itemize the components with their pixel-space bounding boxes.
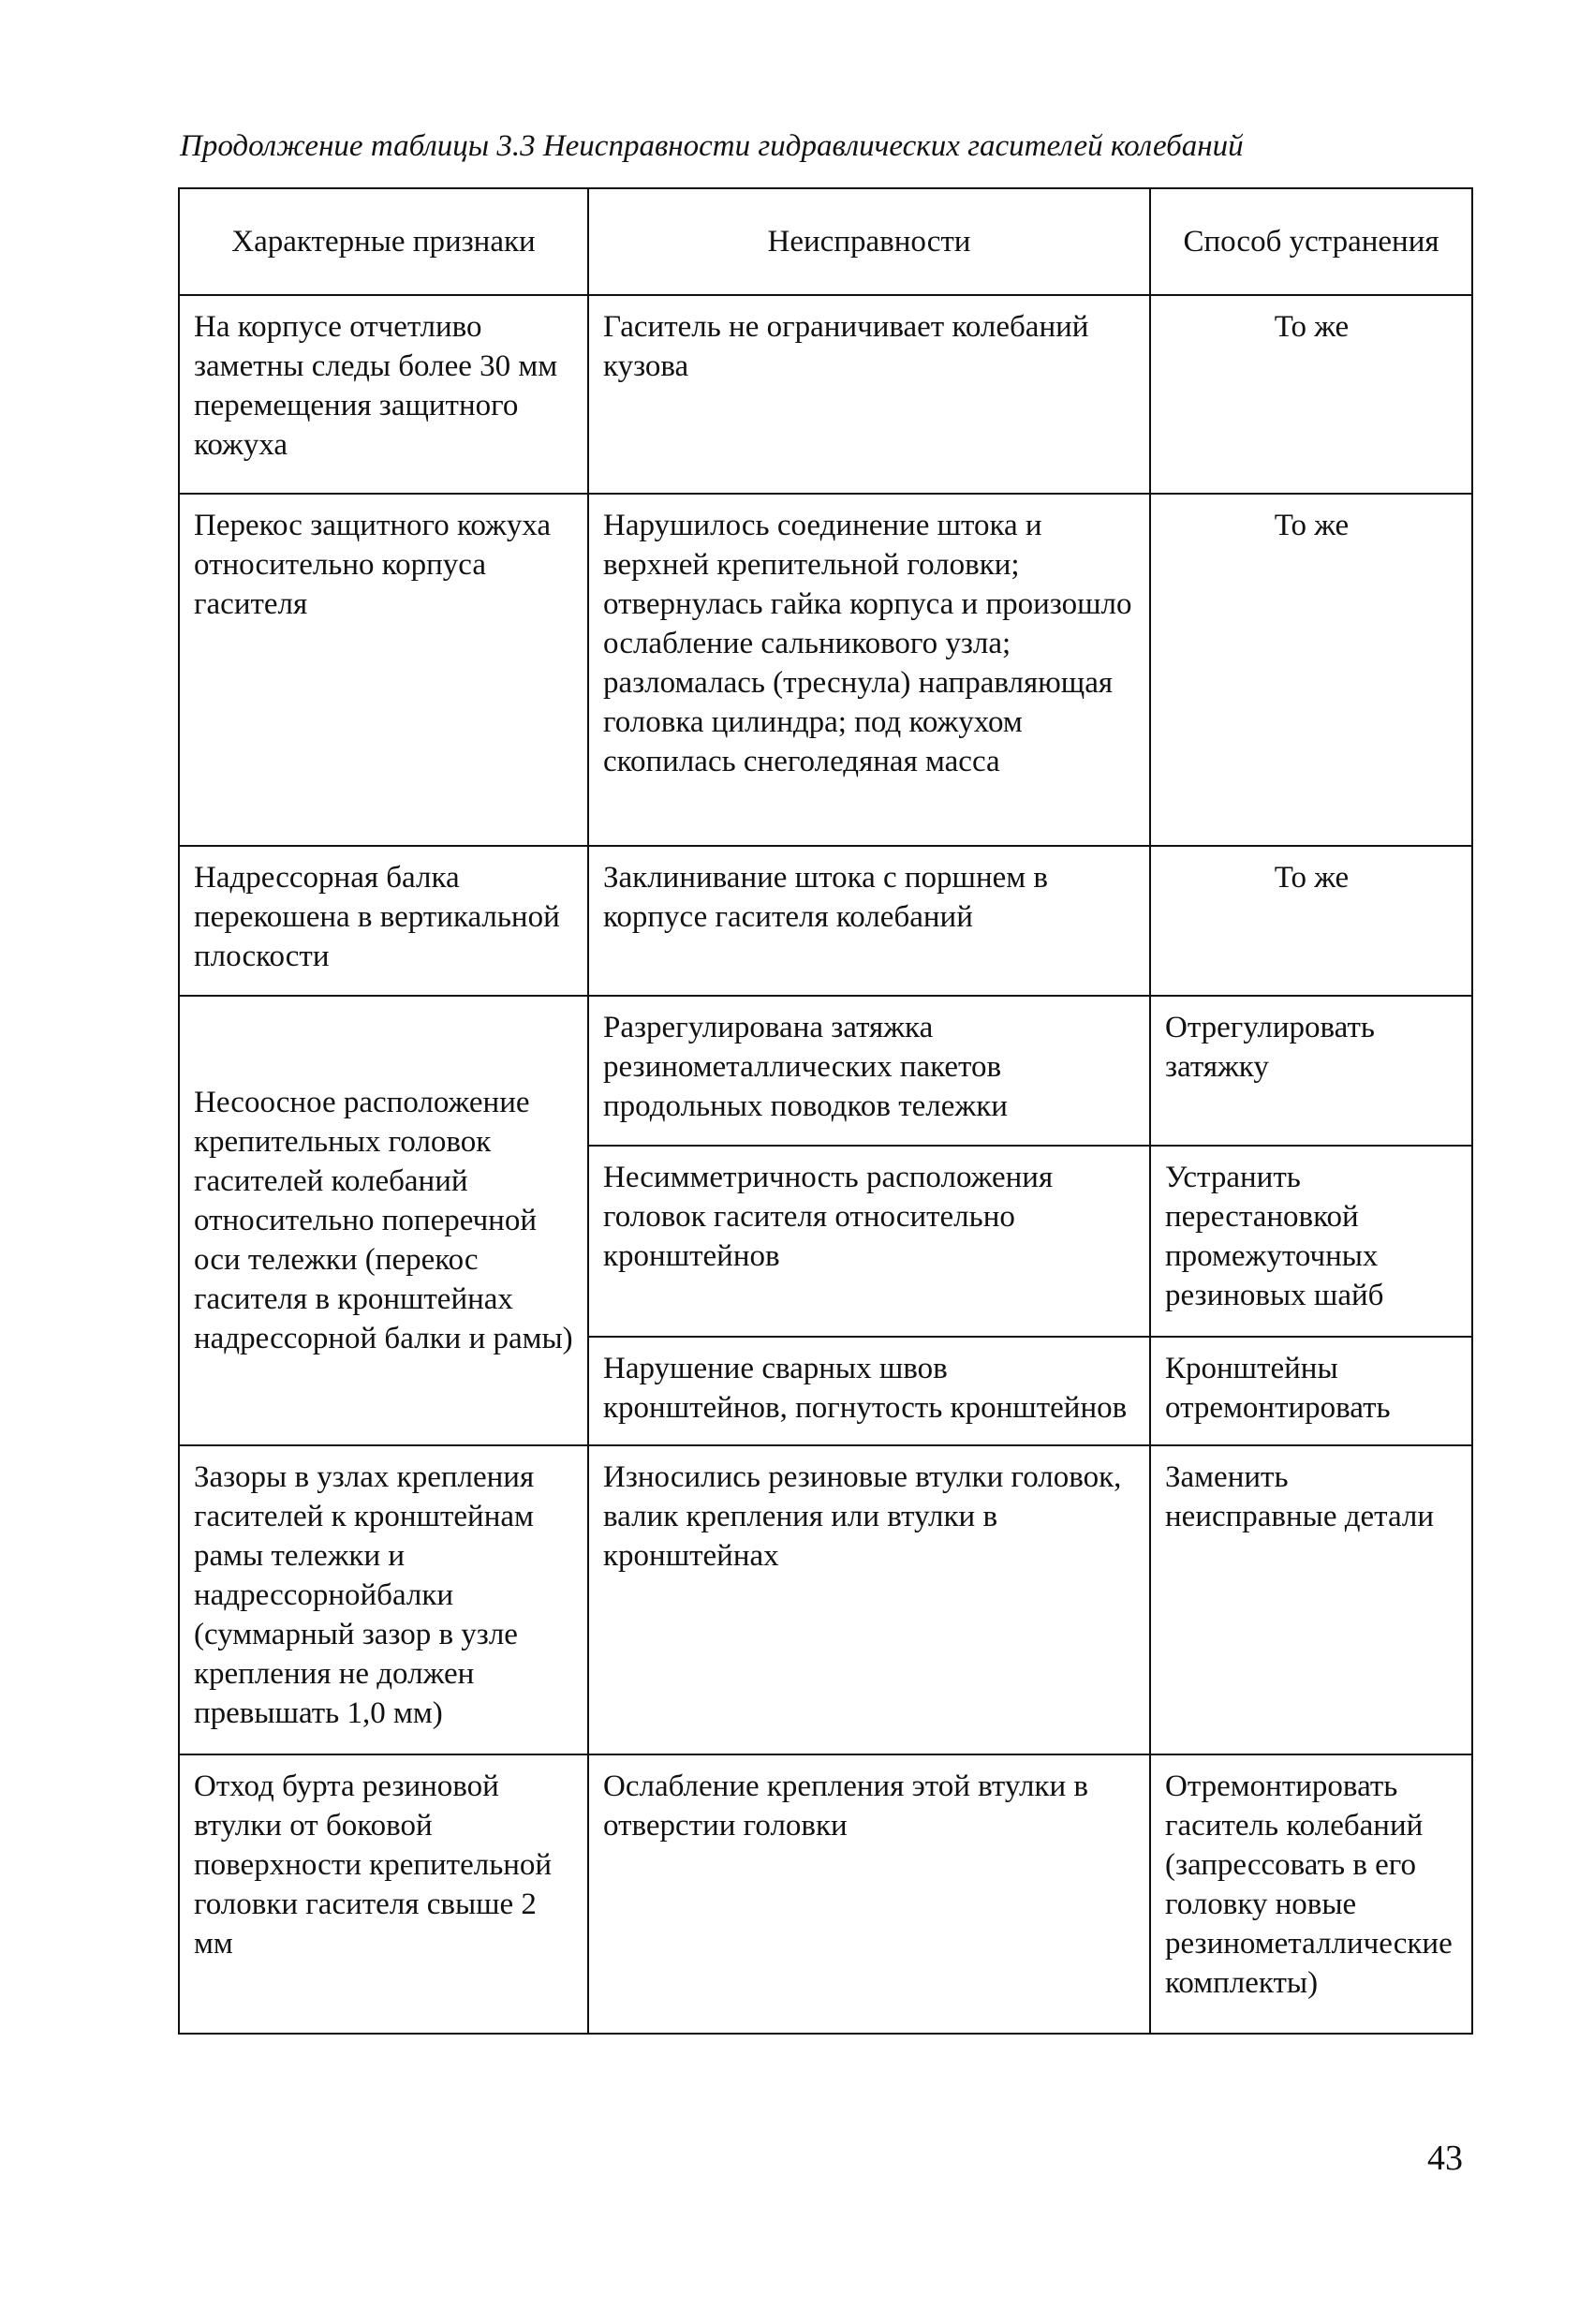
table-row: [179, 846, 1472, 996]
cell-sign: Несоосное расположение крепительных головок гасителей колебаний относительно поперечной оси тележки (перекос гасителя в кронштейнах надрессорной балки и рамы): [179, 996, 588, 1445]
table-row: [179, 295, 1472, 494]
cell-remedy: То же: [1150, 494, 1472, 846]
table-row: [179, 996, 1472, 1146]
cell-remedy: То же: [1150, 295, 1472, 494]
cell-remedy: Заменить неисправные детали: [1150, 1445, 1472, 1754]
cell-remedy: Отремонтировать гаситель колебаний (запрессовать в его головку новые резинометаллические комплекты): [1150, 1754, 1472, 2034]
cell-fault: Несимметричность расположения головок гасителя относительно кронштейнов: [588, 1146, 1150, 1337]
header-remedy: Способ устранения: [1150, 188, 1472, 295]
cell-fault: Разрегулирована затяжка резинометаллических пакетов продольных поводков тележки: [588, 996, 1150, 1146]
cell-sign: Перекос защитного кожуха относительно корпуса гасителя: [179, 494, 588, 846]
cell-fault: Износились резиновые втулки головок, валик крепления или втулки в кронштейнах: [588, 1445, 1150, 1754]
table-caption: Продолжение таблицы 3.3 Неисправности гидравлических гасителей колебаний: [180, 129, 1244, 163]
cell-fault: Нарушилось соединение штока и верхней крепительной головки; отвернулась гайка корпуса и произошло ослабление сальникового узла; разломалась (треснула) направляющая головка цилиндра; под кожухом скопилась снеголедяная масса: [588, 494, 1150, 846]
cell-sign: На корпусе отчетливо заметны следы более 30 мм перемещения защитного кожуха: [179, 295, 588, 494]
table-row: [179, 1754, 1472, 2034]
cell-remedy: Отрегулировать затяжку: [1150, 996, 1472, 1146]
cell-sign: Отход бурта резиновой втулки от боковой поверхности крепительной головки гасителя свыше 2 мм: [179, 1754, 588, 2034]
cell-fault: Нарушение сварных швов кронштейнов, погнутость кронштейнов: [588, 1337, 1150, 1445]
page-number: 43: [1427, 2139, 1463, 2178]
table-row: [179, 1445, 1472, 1754]
table-row: [179, 494, 1472, 846]
header-faults: Неисправности: [588, 188, 1150, 295]
faults-table: [178, 187, 1473, 2035]
header-signs: Характерные признаки: [179, 188, 588, 295]
cell-fault: Гаситель не ограничивает колебаний кузова: [588, 295, 1150, 494]
table-header-row: [179, 188, 1472, 295]
cell-sign: Зазоры в узлах крепления гасителей к кронштейнам рамы тележки и надрессорнойбалки (суммарный зазор в узле крепления не должен превышать 1,0 мм): [179, 1445, 588, 1754]
cell-remedy: Кронштейны отремонтировать: [1150, 1337, 1472, 1445]
cell-sign: Надрессорная балка перекошена в вертикальной плоскости: [179, 846, 588, 996]
cell-remedy: То же: [1150, 846, 1472, 996]
cell-fault: Заклинивание штока с поршнем в корпусе гасителя колебаний: [588, 846, 1150, 996]
cell-remedy: Устранить перестановкой промежуточных резиновых шайб: [1150, 1146, 1472, 1337]
cell-fault: Ослабление крепления этой втулки в отверстии головки: [588, 1754, 1150, 2034]
